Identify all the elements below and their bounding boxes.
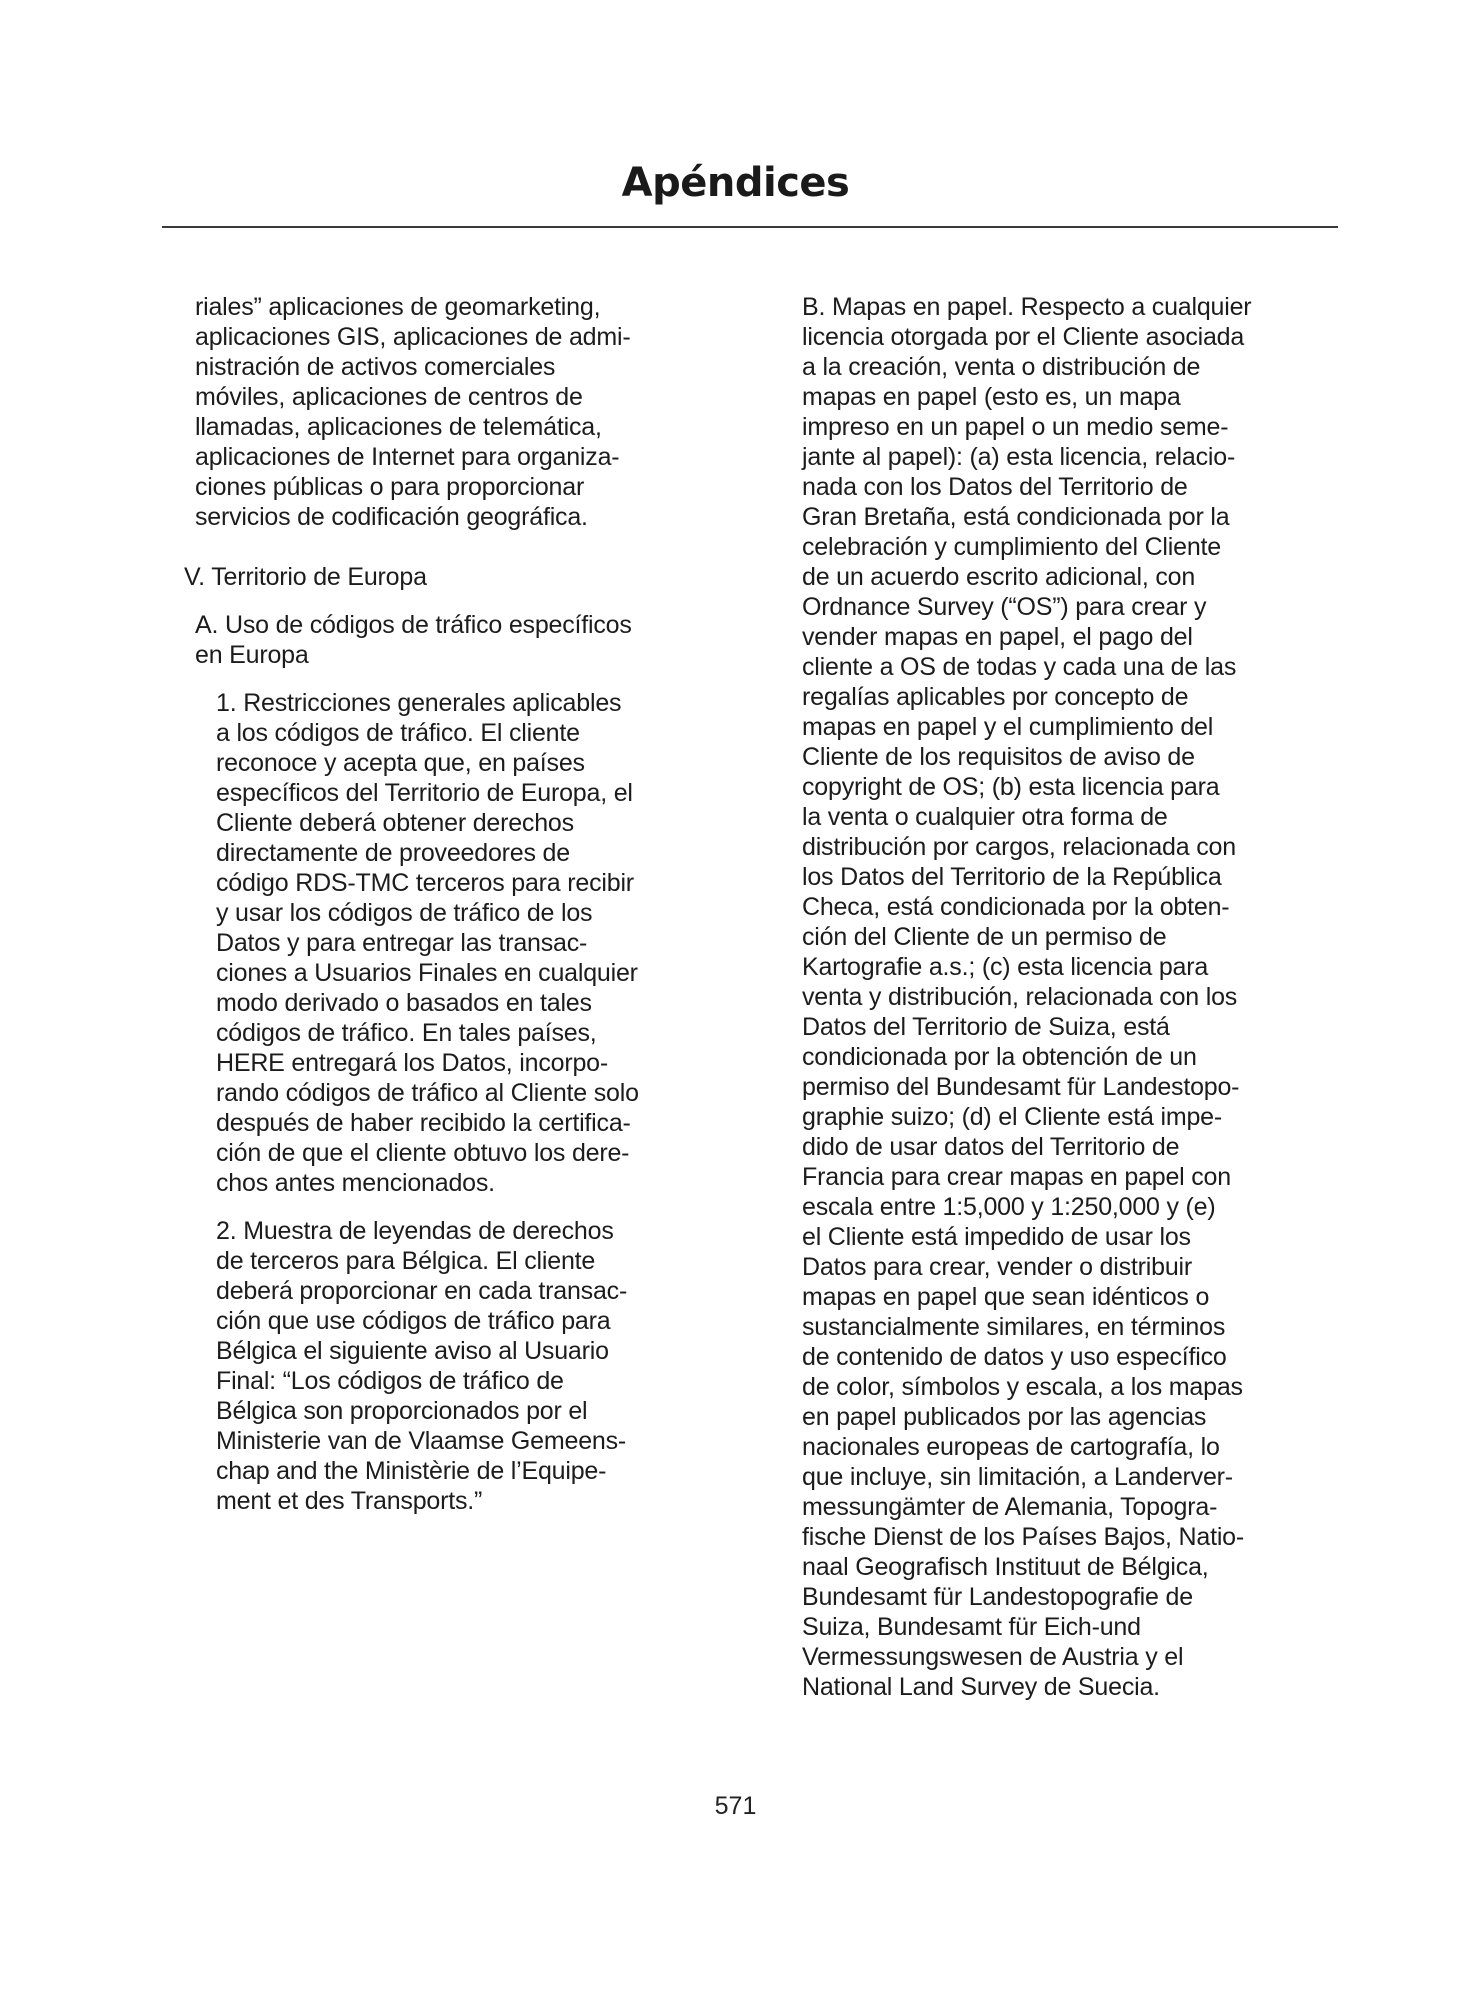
text-line: Final: “Los códigos de tráfico de [216,1367,564,1395]
text-line: deberá proporcionar en cada transac- [216,1277,628,1305]
text-line: mapas en papel (esto es, un mapa [802,383,1181,411]
text-line: cliente a OS de todas y cada una de las [802,653,1237,681]
right-column [802,292,1362,1702]
text-line: de contenido de datos y uso específico [802,1343,1227,1371]
text-line: HERE entregará los Datos, incorpo- [216,1049,608,1077]
text-line: Kartografie a.s.; (c) esta licencia para [802,953,1209,981]
text-line: de terceros para Bélgica. El cliente [216,1247,596,1275]
page-number: 571 [714,1792,757,1820]
text-line: regalías aplicables por concepto de [802,683,1189,711]
text-line: Bélgica son proporcionados por el [216,1397,588,1425]
text-line: impreso en un papel o un medio seme- [802,413,1229,441]
text-line: llamadas, aplicaciones de telemática, [195,413,602,441]
text-line: riales” aplicaciones de geomarketing, [195,293,601,321]
text-line: códigos de tráfico. En tales países, [216,1019,597,1047]
text-line: Bundesamt für Landestopografie de [802,1583,1193,1611]
text-line: la venta o cualquier otra forma de [802,803,1168,831]
text-line: modo derivado o basados en tales [216,989,592,1017]
text-line: que incluye, sin limitación, a Landerver- [802,1463,1233,1491]
text-line: mapas en papel que sean idénticos o [802,1283,1210,1311]
text-line: condicionada por la obtención de un [802,1043,1197,1071]
header-divider [162,226,1338,228]
text-line: Gran Bretaña, está condicionada por la [802,503,1230,531]
text-line: chos antes mencionados. [216,1169,495,1197]
text-line: ción que use códigos de tráfico para [216,1307,611,1335]
text-line: A. Uso de códigos de tráfico específicos [195,611,632,639]
text-line: aplicaciones de Internet para organiza- [195,443,620,471]
text-line: el Cliente está impedido de usar los [802,1223,1191,1251]
text-line: Datos y para entregar las transac- [216,929,588,957]
text-line: Checa, está condicionada por la obten- [802,893,1230,921]
text-line: graphie suizo; (d) el Cliente está impe- [802,1103,1222,1131]
continuation-paragraph [195,292,760,532]
text-line: Bélgica el siguiente aviso al Usuario [216,1337,609,1365]
text-line: ment et des Transports.” [216,1487,483,1515]
text-line: jante al papel): (a) esta licencia, relacio- [802,443,1236,471]
section-heading-text: V. Territorio de Europa [184,563,427,591]
text-line: Suiza, Bundesamt für Eich-und [802,1613,1141,1641]
text-line: Cliente deberá obtener derechos [216,809,574,837]
text-line: venta y distribución, relacionada con los [802,983,1238,1011]
text-line: escala entre 1:5,000 y 1:250,000 y (e) [802,1193,1216,1221]
text-line: mapas en papel y el cumplimiento del [802,713,1214,741]
text-line: ciones públicas o para proporcionar [195,473,585,501]
text-line: messungämter de Alemania, Topogra- [802,1493,1218,1521]
text-line: naal Geografisch Instituut de Bélgica, [802,1553,1209,1581]
text-line: en papel publicados por las agencias [802,1403,1207,1431]
text-line: nistración de activos comerciales [195,353,556,381]
text-line: dido de usar datos del Territorio de [802,1133,1180,1161]
text-line: vender mapas en papel, el pago del [802,623,1193,651]
text-line: nacionales europeas de cartografía, lo [802,1433,1220,1461]
text-line: específicos del Territorio de Europa, el [216,779,633,807]
text-line: 1. Restricciones generales aplicables [216,689,622,717]
text-line: reconoce y acepta que, en países [216,749,585,777]
text-line: Ministerie van de Vlaamse Gemeens- [216,1427,627,1455]
text-line: aplicaciones GIS, aplicaciones de admi- [195,323,631,351]
text-line: permiso del Bundesamt für Landestopo- [802,1073,1240,1101]
section-heading [184,562,760,592]
text-line: celebración y cumplimiento del Cliente [802,533,1221,561]
text-line: Datos para crear, vender o distribuir [802,1253,1193,1281]
text-line: servicios de codificación geográfica. [195,503,588,531]
text-line: distribución por cargos, relacionada con [802,833,1236,861]
left-column [0,292,760,1516]
text-line: móviles, aplicaciones de centros de [195,383,583,411]
text-line: de color, símbolos y escala, a los mapas [802,1373,1243,1401]
text-line: copyright de OS; (b) esta licencia para [802,773,1220,801]
text-line: 2. Muestra de leyendas de derechos [216,1217,614,1245]
text-line: Francia para crear mapas en papel con [802,1163,1231,1191]
text-line: rando códigos de tráfico al Cliente solo [216,1079,639,1107]
list-item-2 [216,1216,760,1516]
text-line: ción de que el cliente obtuvo los dere- [216,1139,630,1167]
text-line: Ordnance Survey (“OS”) para crear y [802,593,1207,621]
text-line: a los códigos de tráfico. El cliente [216,719,580,747]
text-line: nada con los Datos del Territorio de [802,473,1188,501]
text-line: directamente de proveedores de [216,839,570,867]
text-line: después de haber recibido la certifica- [216,1109,631,1137]
text-line: los Datos del Territorio de la República [802,863,1222,891]
text-line: en Europa [195,641,309,669]
text-line: ción del Cliente de un permiso de [802,923,1167,951]
text-line: Cliente de los requisitos de aviso de [802,743,1195,771]
text-line: Vermessungswesen de Austria y el [802,1643,1184,1671]
subsection-heading [195,610,760,670]
text-line: a la creación, venta o distribución de [802,353,1201,381]
text-line: chap and the Ministèrie de l’Equipe- [216,1457,607,1485]
text-line: licencia otorgada por el Cliente asociada [802,323,1245,351]
text-line: National Land Survey de Suecia. [802,1673,1160,1701]
text-line: y usar los códigos de tráfico de los [216,899,593,927]
paragraph-b [802,292,1362,1702]
text-line: sustancialmente similares, en términos [802,1313,1226,1341]
page-title: Apéndices [621,160,850,206]
text-line: ciones a Usuarios Finales en cualquier [216,959,638,987]
text-line: fische Dienst de los Países Bajos, Natio- [802,1523,1245,1551]
text-line: código RDS-TMC terceros para recibir [216,869,634,897]
text-line: de un acuerdo escrito adicional, con [802,563,1196,591]
text-line: B. Mapas en papel. Respecto a cualquier [802,293,1252,321]
list-item-1 [216,688,760,1198]
text-line: Datos del Territorio de Suiza, está [802,1013,1170,1041]
